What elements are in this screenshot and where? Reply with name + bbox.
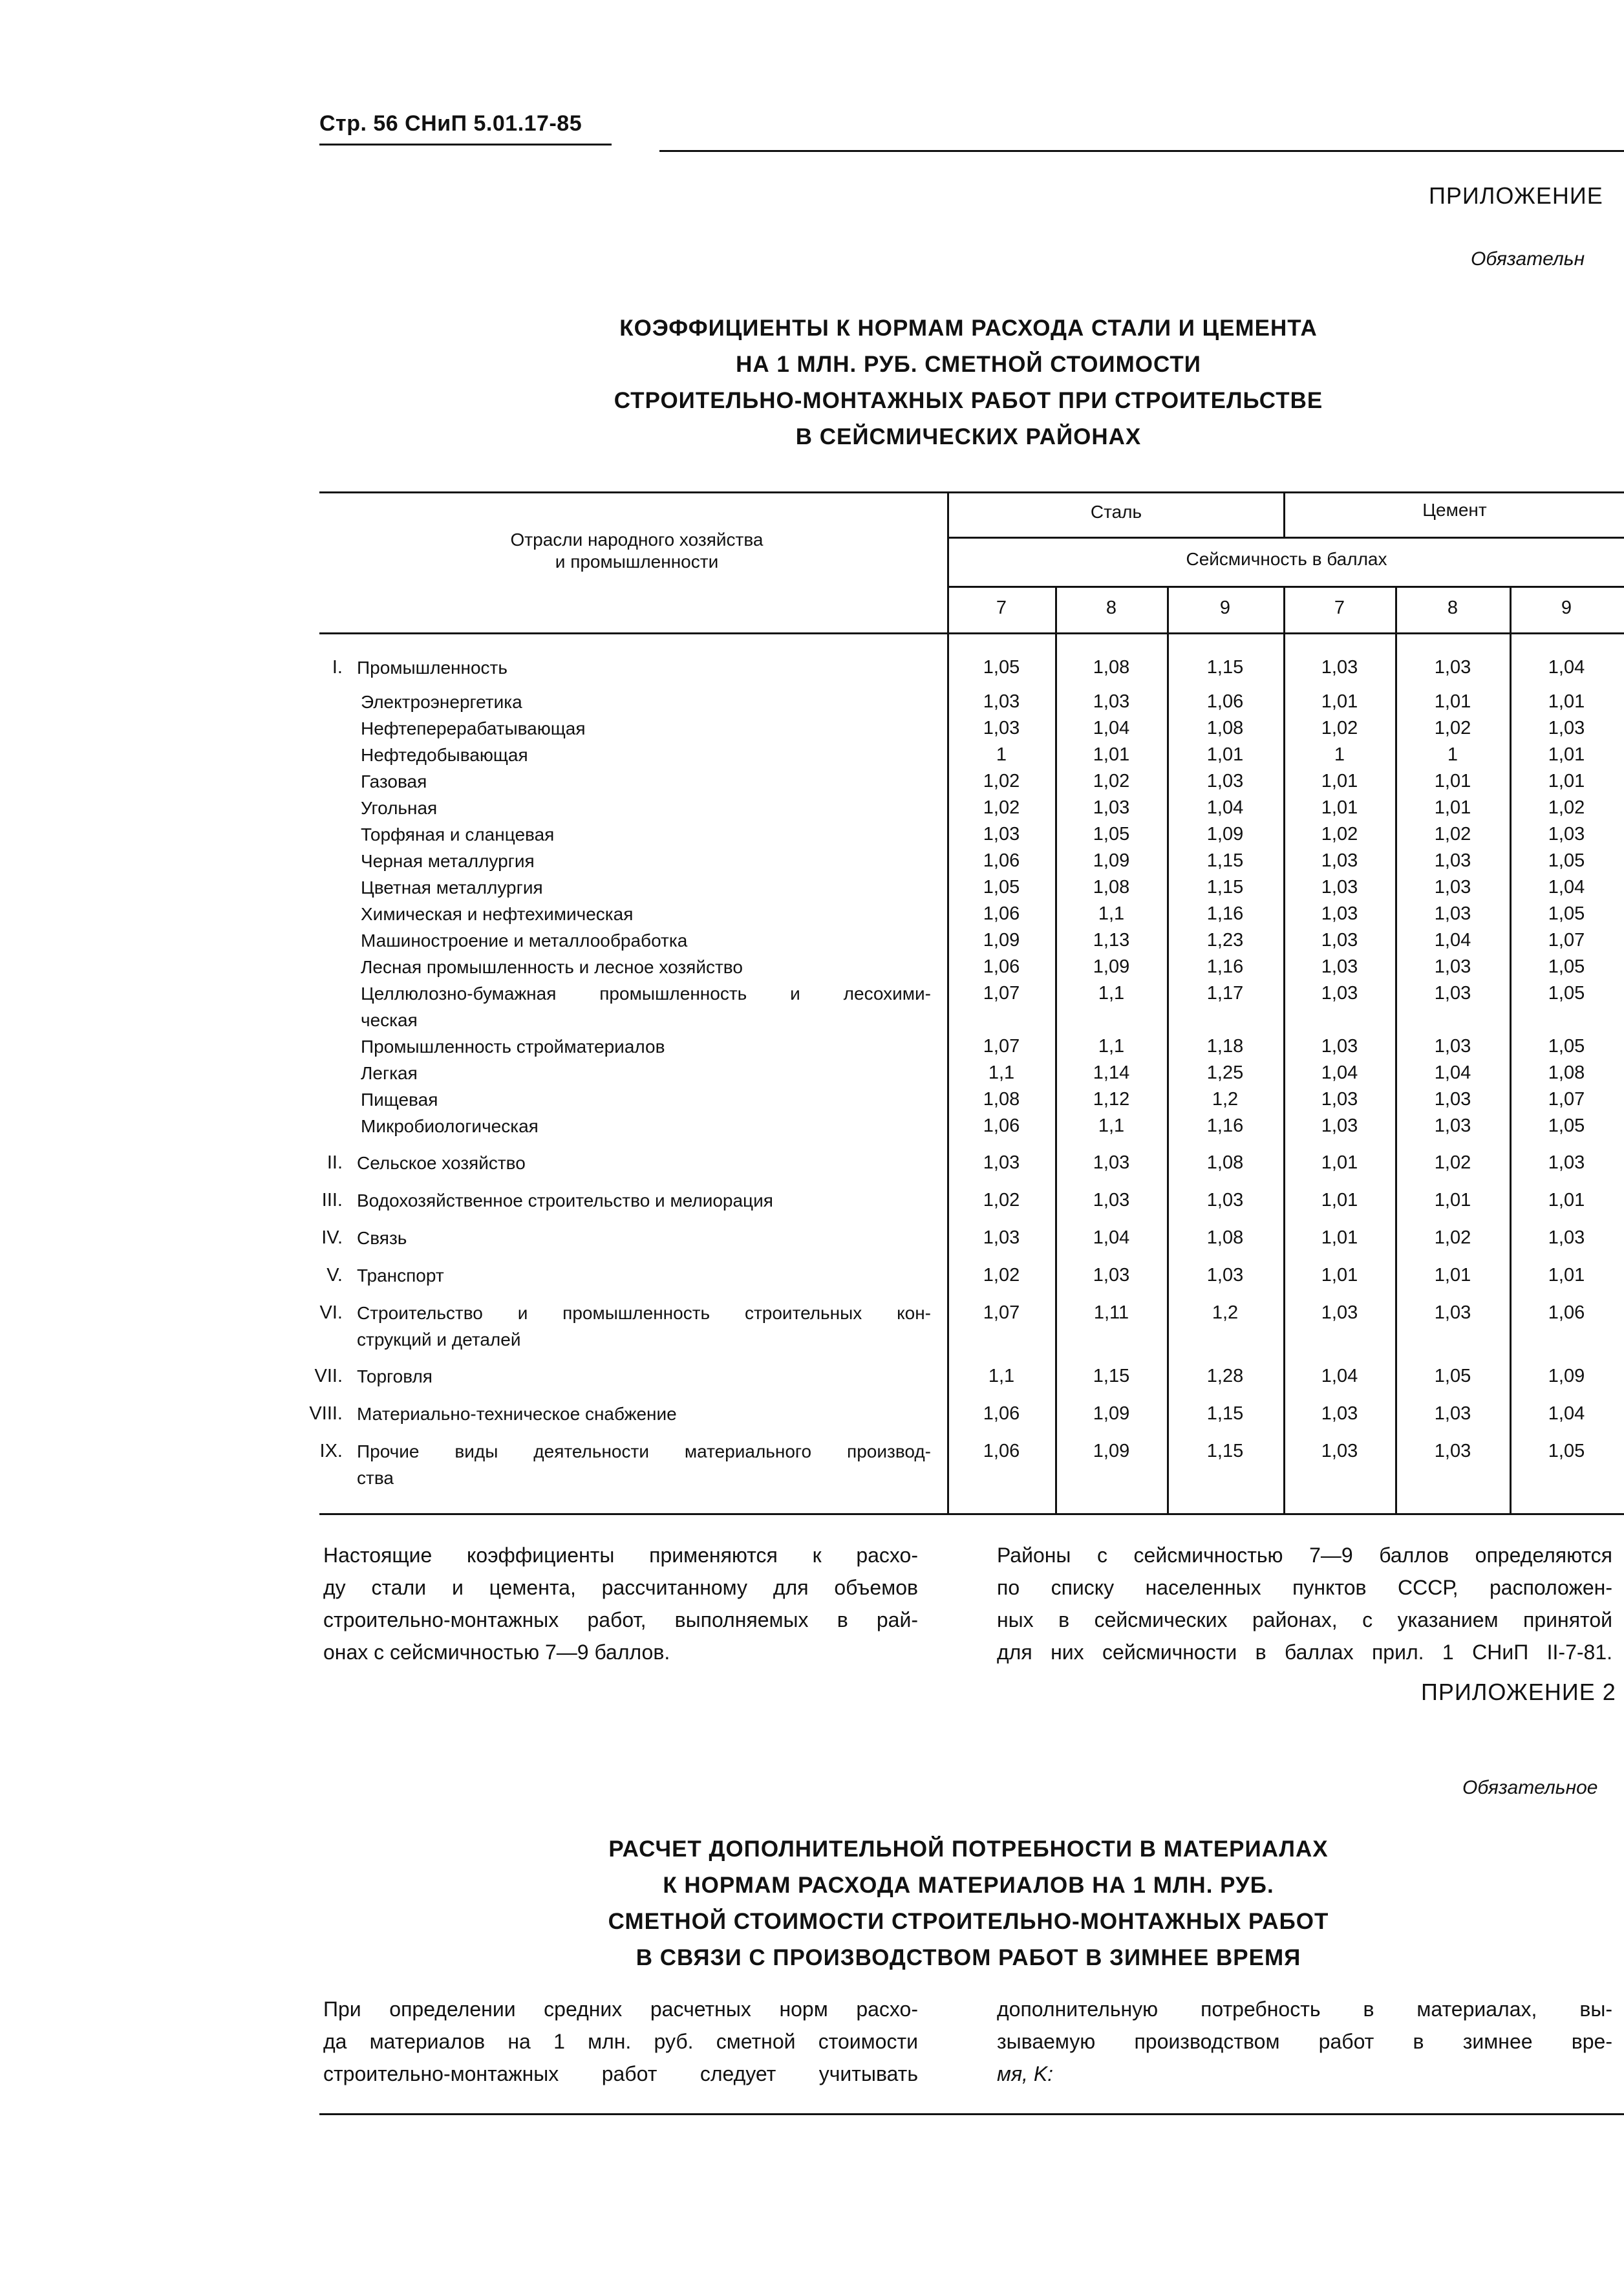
seismicity-header: Сейсмичность в баллах xyxy=(1186,549,1387,569)
table-cell: 1,07 xyxy=(983,983,1020,1004)
table-cell: 1,03 xyxy=(1434,1441,1471,1461)
heading-line: НА 1 МЛН. РУБ. СМЕТНОЙ СТОИМОСТИ xyxy=(736,352,1201,377)
table-cell: 1,03 xyxy=(1321,1302,1358,1323)
table-cell: 1,01 xyxy=(1434,771,1471,791)
table-cell: 1,03 xyxy=(1434,850,1471,871)
table-cell: 1,06 xyxy=(983,1115,1020,1136)
table-cell: 1,06 xyxy=(983,903,1020,924)
table-header-rule xyxy=(947,586,1624,588)
table-cell: 1,03 xyxy=(1206,1265,1244,1286)
body-line: зываемую производством работ в зимнее вре- xyxy=(997,2030,1612,2053)
table-cell: 1,03 xyxy=(1548,1227,1585,1248)
table-column-rule xyxy=(1510,586,1512,1515)
table-cell: 1,03 xyxy=(1321,1036,1358,1057)
note-left xyxy=(323,1539,918,1668)
table-cell: 1,06 xyxy=(983,850,1020,871)
table-cell: 1,03 xyxy=(1093,1152,1130,1173)
table-cell: 1,08 xyxy=(1093,877,1130,898)
table-cell: 1,05 xyxy=(1548,956,1585,977)
table-cell: 1,01 xyxy=(1321,771,1358,791)
row-label: Водохозяйственное строительство и мелиорация xyxy=(357,1190,773,1211)
table-cell: 1,02 xyxy=(983,1265,1020,1286)
body-line: строительно-монтажных работ следует учитывать xyxy=(323,2062,918,2085)
table-cell: 1,16 xyxy=(1206,1115,1244,1136)
body-line: При определении средних расчетных норм расхо- xyxy=(323,1997,918,2021)
table-cell: 1,09 xyxy=(1093,1441,1130,1461)
table-cell: 1,02 xyxy=(1548,797,1585,818)
heading-line: СМЕТНОЙ СТОИМОСТИ СТРОИТЕЛЬНО-МОНТАЖНЫХ РАБОТ xyxy=(608,1909,1329,1934)
table-cell: 1,01 xyxy=(1434,1265,1471,1286)
table-cell: 1,03 xyxy=(1434,1403,1471,1424)
row-label: Материально-техническое снабжение xyxy=(357,1404,677,1424)
table-cell: 1,04 xyxy=(1548,657,1585,678)
table-cell: 1,02 xyxy=(1321,718,1358,738)
table-cell: 1,03 xyxy=(1434,956,1471,977)
heading-line: В СЕЙСМИЧЕСКИХ РАЙОНАХ xyxy=(795,424,1142,449)
note-line: строительно-монтажных работ, выполняемых в рай- xyxy=(323,1608,918,1631)
table-cell: 1,03 xyxy=(1434,657,1471,678)
table-cell: 1,03 xyxy=(1434,1115,1471,1136)
table-cell: 1,07 xyxy=(983,1302,1020,1323)
seismic-point-header: 7 xyxy=(996,597,1007,618)
table-column-rule xyxy=(1167,586,1169,1515)
row-label-continuation: струкций и деталей xyxy=(357,1329,521,1350)
row-label: Газовая xyxy=(361,771,427,791)
table-cell: 1 xyxy=(1334,744,1345,765)
table-cell: 1,03 xyxy=(1434,1089,1471,1110)
table-cell: 1,16 xyxy=(1206,903,1244,924)
table-cell: 1,02 xyxy=(1434,1152,1471,1173)
table-cell: 1,05 xyxy=(1548,983,1585,1004)
appendix2-heading xyxy=(543,1831,1394,1976)
table-cell: 1,05 xyxy=(983,877,1020,898)
table-cell: 1,03 xyxy=(1321,877,1358,898)
table-cell: 1,01 xyxy=(1321,797,1358,818)
table-cell: 1,01 xyxy=(1548,1190,1585,1211)
row-label: Цветная металлургия xyxy=(361,877,543,898)
table-cell: 1,05 xyxy=(1548,1441,1585,1461)
row-label: Прочие виды деятельности материального производ- xyxy=(357,1441,931,1461)
table-cell: 1,03 xyxy=(1434,903,1471,924)
row-number: VIII. xyxy=(309,1403,343,1424)
row-label: Лесная промышленность и лесное хозяйство xyxy=(361,957,743,977)
table-header-bottom-rule xyxy=(319,632,1624,634)
table-cell: 1,12 xyxy=(1093,1089,1130,1110)
table-cell: 1,09 xyxy=(1093,956,1130,977)
table-cell: 1,03 xyxy=(1321,983,1358,1004)
heading-line: СТРОИТЕЛЬНО-МОНТАЖНЫХ РАБОТ ПРИ СТРОИТЕЛЬСТВЕ xyxy=(614,388,1323,413)
table-cell: 1,03 xyxy=(1321,903,1358,924)
seismic-point-header: 8 xyxy=(1447,597,1458,618)
table-cell: 1,03 xyxy=(1093,1190,1130,1211)
table-cell: 1,01 xyxy=(1548,744,1585,765)
table-cell: 1,08 xyxy=(1206,1227,1244,1248)
table-cell: 1,03 xyxy=(1321,930,1358,951)
row-label: Пищевая xyxy=(361,1090,438,1110)
appendix2-note: Обязательное xyxy=(1462,1777,1598,1798)
table-cell: 1,09 xyxy=(983,930,1020,951)
table-cell: 1,18 xyxy=(1206,1036,1244,1057)
note-line: Настоящие коэффициенты применяются к расхо- xyxy=(323,1544,918,1567)
row-number: VI. xyxy=(319,1302,343,1323)
table-cell: 1,06 xyxy=(983,1441,1020,1461)
table-column-rule xyxy=(1283,586,1285,1515)
table-cell: 1,01 xyxy=(1548,771,1585,791)
row-label: Нефтеперерабатывающая xyxy=(361,718,586,738)
table-cell: 1,03 xyxy=(1321,1115,1358,1136)
table-cell: 1,06 xyxy=(983,956,1020,977)
row-label-continuation: ческая xyxy=(361,1010,418,1030)
table-cell: 1,13 xyxy=(1093,930,1130,951)
table-cell: 1,16 xyxy=(1206,956,1244,977)
table-cell: 1,05 xyxy=(1548,1115,1585,1136)
seismic-point-header: 8 xyxy=(1106,597,1117,618)
row-label: Нефтедобывающая xyxy=(361,745,528,765)
table-cell: 1,02 xyxy=(1434,718,1471,738)
table-cell: 1,01 xyxy=(1321,691,1358,712)
table-cell: 1,04 xyxy=(1321,1366,1358,1386)
table-cell: 1,09 xyxy=(1093,1403,1130,1424)
table-cell: 1,1 xyxy=(1098,1036,1125,1057)
table-cell: 1,03 xyxy=(983,1152,1020,1173)
table-cell: 1,03 xyxy=(983,1227,1020,1248)
table-cell: 1,04 xyxy=(1548,1403,1585,1424)
table-cell: 1,03 xyxy=(983,824,1020,845)
note-line: ду стали и цемента, рассчитанному для объемов xyxy=(323,1576,918,1599)
cement-header: Цемент xyxy=(1422,500,1487,520)
table-cell: 1,02 xyxy=(1321,824,1358,845)
table-cell: 1,01 xyxy=(1548,1265,1585,1286)
row-label: Торговля xyxy=(357,1366,433,1386)
table-cell: 1,04 xyxy=(1434,1062,1471,1083)
note-line: Районы с сейсмичностью 7—9 баллов определяются xyxy=(997,1544,1612,1567)
table-cell: 1,1 xyxy=(1098,983,1125,1004)
header-rule xyxy=(319,144,612,145)
seismic-point-header: 7 xyxy=(1334,597,1345,618)
table-cell: 1,1 xyxy=(1098,903,1125,924)
table-cell: 1,15 xyxy=(1206,850,1244,871)
steel-header: Сталь xyxy=(1090,502,1142,522)
note-line: для них сейсмичности в баллах прил. 1 СНиП II-7-81. xyxy=(997,1641,1612,1664)
row-label: Целлюлозно-бумажная промышленность и лесохими- xyxy=(361,984,931,1004)
heading-line: КОЭФФИЦИЕНТЫ К НОРМАМ РАСХОДА СТАЛИ И ЦЕМЕНТА xyxy=(619,316,1318,341)
table-cell: 1,01 xyxy=(1434,1190,1471,1211)
table-cell: 1,03 xyxy=(1434,983,1471,1004)
row-label: Связь xyxy=(357,1228,407,1248)
table-cell: 1,03 xyxy=(1093,691,1130,712)
appendix2-text-left xyxy=(323,1993,918,2090)
table-cell: 1,03 xyxy=(1206,771,1244,791)
table-cell: 1,03 xyxy=(983,718,1020,738)
table-cell: 1,04 xyxy=(1321,1062,1358,1083)
table-cell: 1,03 xyxy=(1548,718,1585,738)
table-cell: 1,03 xyxy=(1548,1152,1585,1173)
table-cell: 1,2 xyxy=(1212,1302,1239,1323)
table-cell: 1,04 xyxy=(1434,930,1471,951)
table-cell: 1,08 xyxy=(983,1089,1020,1110)
note-line: онах с сейсмичностью 7—9 баллов. xyxy=(323,1641,670,1664)
table-cell: 1,01 xyxy=(1206,744,1244,765)
table-cell: 1,15 xyxy=(1206,877,1244,898)
row-label: Промышленность стройматериалов xyxy=(361,1037,665,1057)
table-top-rule xyxy=(319,491,1624,493)
table-cell: 1,06 xyxy=(1206,691,1244,712)
table-cell: 1,08 xyxy=(1548,1062,1585,1083)
table-cell: 1,09 xyxy=(1093,850,1130,871)
table-cell: 1,03 xyxy=(1434,1302,1471,1323)
table-cell: 1,09 xyxy=(1548,1366,1585,1386)
table-cell: 1,05 xyxy=(1548,903,1585,924)
table-cell: 1,01 xyxy=(1548,691,1585,712)
row-label: Легкая xyxy=(361,1063,418,1083)
row-number: III. xyxy=(321,1190,343,1211)
appendix1-heading xyxy=(556,310,1381,455)
table-cell: 1,06 xyxy=(983,1403,1020,1424)
table-cell: 1,01 xyxy=(1321,1227,1358,1248)
row-number: II. xyxy=(326,1152,343,1173)
note-right xyxy=(997,1539,1612,1668)
seismic-point-header: 9 xyxy=(1219,597,1231,618)
table-cell: 1,15 xyxy=(1093,1366,1130,1386)
footer-rule xyxy=(319,2113,1624,2115)
row-label: Химическая и нефтехимическая xyxy=(361,904,634,924)
appendix2-text-right xyxy=(997,1993,1612,2090)
row-label: Строительство и промышленность строительных кон- xyxy=(357,1303,931,1323)
table-cell: 1,08 xyxy=(1206,1152,1244,1173)
body-line: мя, K: xyxy=(997,2062,1054,2085)
table-cell: 1,05 xyxy=(1548,1036,1585,1057)
table-cell: 1,1 xyxy=(988,1062,1015,1083)
row-label: Торфяная и сланцевая xyxy=(361,824,555,845)
table-cell: 1,03 xyxy=(1321,1403,1358,1424)
heading-line: РАСЧЕТ ДОПОЛНИТЕЛЬНОЙ ПОТРЕБНОСТИ В МАТЕРИАЛАХ xyxy=(608,1836,1329,1862)
table-cell: 1,03 xyxy=(1321,1089,1358,1110)
row-label: Угольная xyxy=(361,798,438,818)
row-number: I. xyxy=(332,657,343,678)
table-cell: 1,17 xyxy=(1206,983,1244,1004)
note-line: ных в сейсмических районах, с указанием принятой xyxy=(997,1608,1612,1631)
branch-header xyxy=(336,529,937,573)
table-cell: 1,03 xyxy=(1321,850,1358,871)
body-line: да материалов на 1 млн. руб. сметной стоимости xyxy=(323,2030,918,2053)
table-cell: 1,02 xyxy=(1093,771,1130,791)
table-cell: 1,15 xyxy=(1206,657,1244,678)
table-cell: 1,03 xyxy=(1206,1190,1244,1211)
table-column-rule xyxy=(1055,586,1057,1515)
header-rule xyxy=(659,150,1624,152)
appendix1-note: Обязательн xyxy=(1471,248,1585,270)
table-cell: 1 xyxy=(1447,744,1458,765)
body-line: дополнительную потребность в материалах, вы- xyxy=(997,1997,1612,2021)
table-cell: 1,05 xyxy=(1548,850,1585,871)
table-cell: 1,01 xyxy=(1321,1152,1358,1173)
branch-header-line: и промышленности xyxy=(555,552,719,572)
row-label: Электроэнергетика xyxy=(361,692,522,712)
table-cell: 1,11 xyxy=(1093,1302,1129,1323)
row-number: IX. xyxy=(319,1441,343,1461)
table-cell: 1,23 xyxy=(1206,930,1244,951)
table-cell: 1,03 xyxy=(1548,824,1585,845)
table-cell: 1,28 xyxy=(1206,1366,1244,1386)
table-cell: 1,02 xyxy=(983,771,1020,791)
table-cell: 1,08 xyxy=(1093,657,1130,678)
table-cell: 1,05 xyxy=(1434,1366,1471,1386)
table-cell: 1,09 xyxy=(1206,824,1244,845)
table-cell: 1,15 xyxy=(1206,1441,1244,1461)
table-cell: 1,04 xyxy=(1093,718,1130,738)
table-cell: 1,08 xyxy=(1206,718,1244,738)
table-cell: 1,01 xyxy=(1434,691,1471,712)
table-cell: 1,05 xyxy=(1093,824,1130,845)
table-cell: 1,03 xyxy=(1093,797,1130,818)
table-cell: 1,03 xyxy=(1093,1265,1130,1286)
table-cell: 1,14 xyxy=(1093,1062,1130,1083)
heading-line: К НОРМАМ РАСХОДА МАТЕРИАЛОВ НА 1 МЛН. РУБ. xyxy=(663,1873,1274,1898)
table-cell: 1,03 xyxy=(1434,877,1471,898)
table-cell: 1,07 xyxy=(1548,1089,1585,1110)
appendix2-title: ПРИЛОЖЕНИЕ 2 xyxy=(1421,1679,1616,1705)
table-cell: 1,04 xyxy=(1548,877,1585,898)
row-label: Транспорт xyxy=(357,1265,444,1286)
row-label: Машиностроение и металлообработка xyxy=(361,931,688,951)
table-cell: 1,03 xyxy=(1434,1036,1471,1057)
table-cell: 1,02 xyxy=(983,1190,1020,1211)
table-cell: 1,15 xyxy=(1206,1403,1244,1424)
row-number: IV. xyxy=(321,1227,343,1248)
table-cell: 1,01 xyxy=(1321,1190,1358,1211)
running-header: Стр. 56 СНиП 5.01.17-85 xyxy=(319,111,582,136)
row-label: Сельское хозяйство xyxy=(357,1153,526,1173)
table-cell: 1,07 xyxy=(1548,930,1585,951)
heading-line: В СВЯЗИ С ПРОИЗВОДСТВОМ РАБОТ В ЗИМНЕЕ ВРЕМЯ xyxy=(636,1945,1301,1970)
table-cell: 1 xyxy=(996,744,1007,765)
table-cell: 1,05 xyxy=(983,657,1020,678)
table-cell: 1,03 xyxy=(1321,657,1358,678)
table-cell: 1,04 xyxy=(1206,797,1244,818)
table-cell: 1,03 xyxy=(1321,1441,1358,1461)
table-cell: 1,02 xyxy=(983,797,1020,818)
row-number: V. xyxy=(326,1265,343,1286)
note-line: по списку населенных пунктов СССР, расположен- xyxy=(997,1576,1612,1599)
table-bottom-rule xyxy=(319,1513,1624,1515)
table-cell: 1,1 xyxy=(1098,1115,1125,1136)
row-number: VII. xyxy=(314,1366,343,1386)
table-cell: 1,06 xyxy=(1548,1302,1585,1323)
table-cell: 1,01 xyxy=(1321,1265,1358,1286)
table-cell: 1,02 xyxy=(1434,1227,1471,1248)
appendix1-title: ПРИЛОЖЕНИЕ xyxy=(1429,182,1603,209)
table-column-rule xyxy=(1395,586,1397,1515)
table-cell: 1,01 xyxy=(1434,797,1471,818)
table-cell: 1,03 xyxy=(983,691,1020,712)
table-cell: 1,01 xyxy=(1093,744,1130,765)
table-cell: 1,07 xyxy=(983,1036,1020,1057)
row-label: Промышленность xyxy=(357,658,508,678)
row-label: Микробиологическая xyxy=(361,1116,539,1136)
table-column-rule xyxy=(947,491,949,1515)
table-cell: 1,02 xyxy=(1434,824,1471,845)
table-cell: 1,03 xyxy=(1321,956,1358,977)
table-cell: 1,1 xyxy=(988,1366,1015,1386)
table-cell: 1,25 xyxy=(1206,1062,1244,1083)
row-label: Черная металлургия xyxy=(361,851,535,871)
table-cell: 1,04 xyxy=(1093,1227,1130,1248)
table-cell: 1,2 xyxy=(1212,1089,1239,1110)
branch-header-line: Отрасли народного хозяйства xyxy=(510,530,764,550)
seismic-point-header: 9 xyxy=(1561,597,1572,618)
table-header-rule xyxy=(947,537,1624,539)
row-label-continuation: ства xyxy=(357,1468,394,1488)
